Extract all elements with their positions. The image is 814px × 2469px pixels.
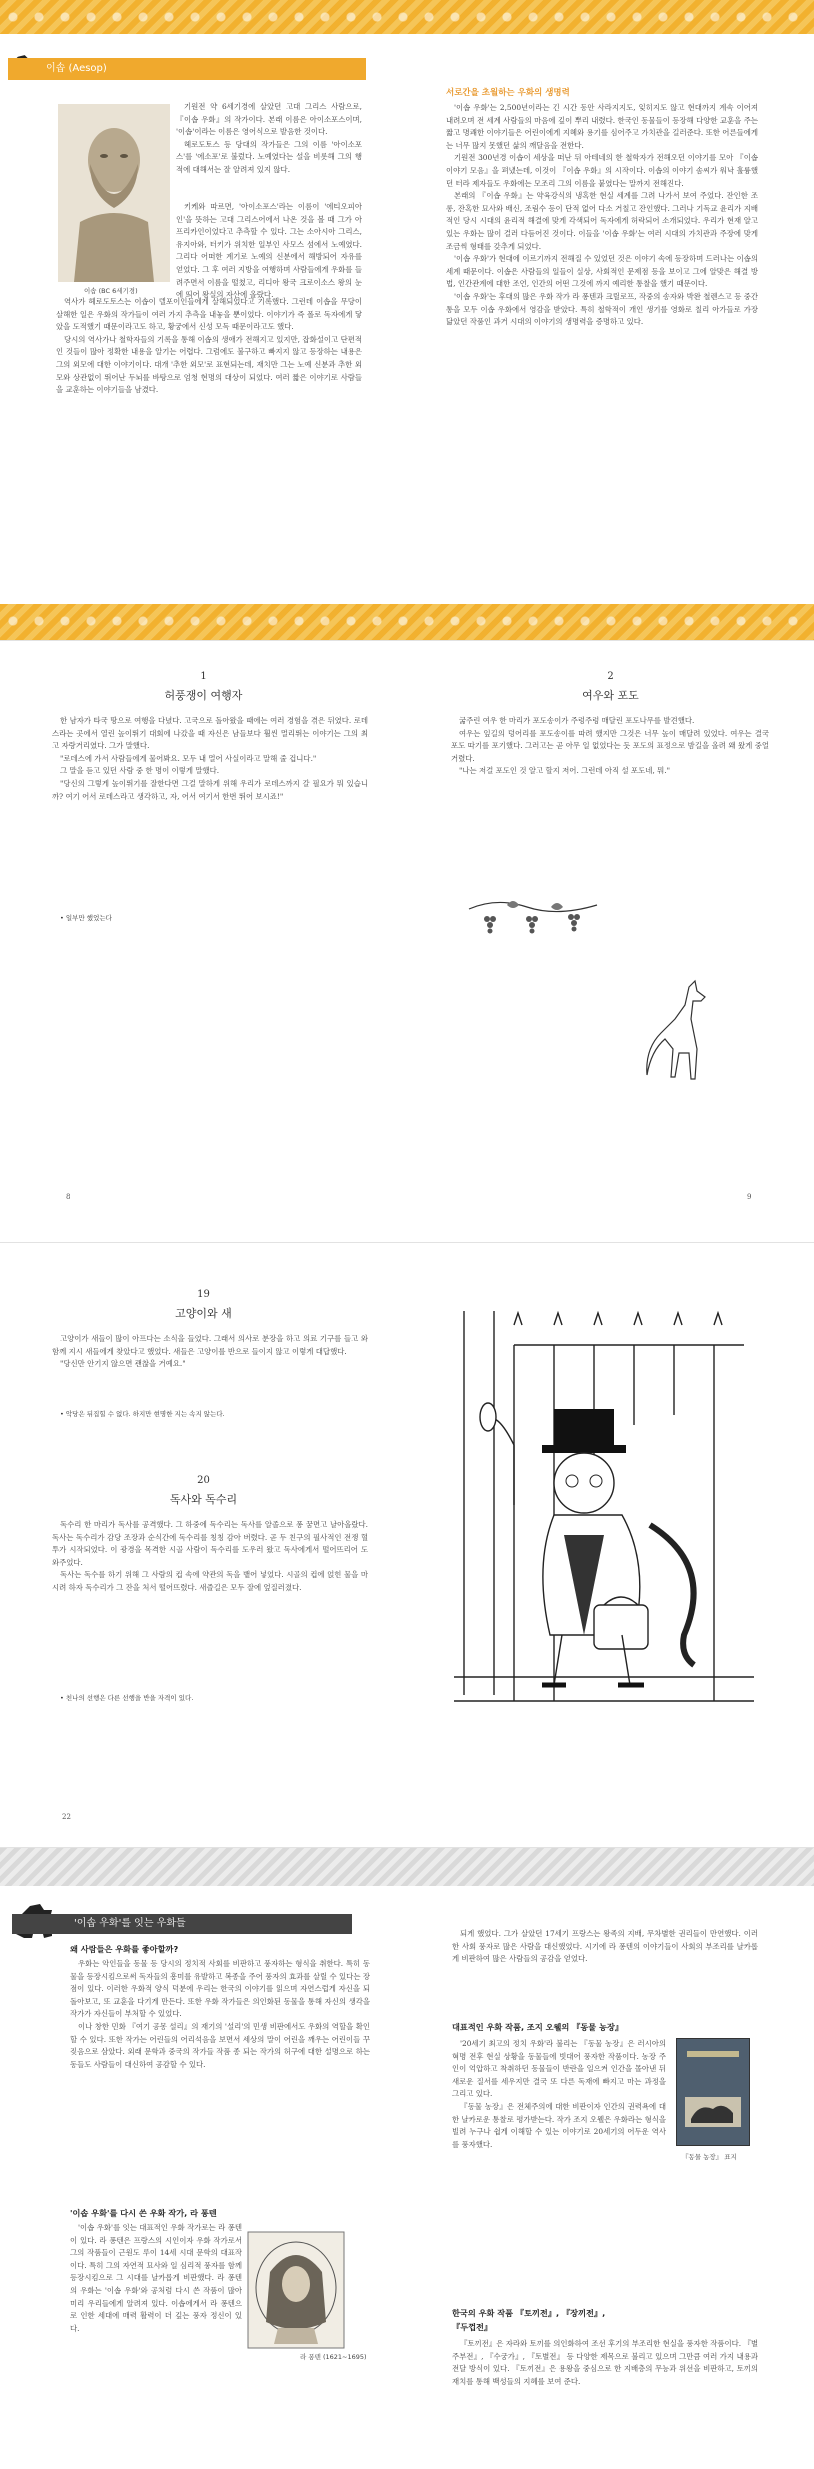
fable-title: 여우와 포도 (582, 689, 639, 702)
aesop-bust-image (58, 104, 170, 282)
ornament-band-top (0, 1848, 814, 1886)
paragraph: 역사가 헤로도토스는 이솝이 델포이인들에게 살해되었다고 기록했다. 그런데 이솝을 무당이 살해한 일은 우화의 작가들이 여러 가지 추측을 내놓을 뿐이었다. 이야기가 즉 폴로 독자에게 닿았을 도적했기 때문이라고도 하고, 황궁에서 신성 모독 때문이라고도 했다. (56, 297, 362, 332)
paragraph: 기원전 약 6세기경에 살았던 고대 그리스 사람으로, 『이솝 우화』의 작가이다. 본래 이름은 아이소포스이며, '이솝'이라는 이름은 영어식으로 발음한 것이다. (176, 102, 362, 137)
paragraph: 되게 했었다. 그가 살았던 17세기 프랑스는 왕족의 지배, 무차별한 권리들이 만연했다. 이러한 사회 풍자로 많은 사람을 대신했었다. 시기에 라 퐁텐의 이야기들이 사회의 부조리를 날카롭게 비판하여 많은 사람들의 공감을 얻었다. (452, 1929, 758, 1964)
fable-text (52, 715, 368, 895)
paragraph: 본래의 『이솝 우화』는 약육강식의 냉혹한 현실 세계를 그려 나가서 보여 주었다. 잔인한 조롱, 잔혹한 묘사와 배신, 조림수 등이 단적 없어 다소 거칠고 잔인했다. 그러나 기독교 윤리가 지배적인 당시 시대의 윤리적 해결에 맞게 각색되어 독자에게 허락되어 소개되었다. 우리가 현재 알고 있는 우화는 많이 걸러 다듬어진 것이다. 이들을 '이솝 우화'는 여러 시대의 가치관과 주장에 맞게 조금씩 형태를 갖추게 되었다. (446, 191, 758, 251)
paragraph: 고양이가 새들이 많이 아프다는 소식을 들었다. 그래서 의사로 분장을 하고 의료 기구를 들고 와 함께 지시 새들에게 찾았다고 했었다. 새들은 고양이를 반으로 들이지 않고 이렇게 대답했다. (52, 1334, 368, 1356)
page-number: 9 (747, 1193, 752, 1201)
paragraph: "당신의 그렇게 높이뛰기를 잘한다면 그걸 말하게 위해 우리가 로데스까지 갈 필요가 뭐 있습니까? 여기 어서 로데스라고 생각하고, 자, 어서 여기서 한번 뛰어 보시죠!" (52, 778, 368, 801)
paragraph: 『동물 농장』은 전체주의에 대한 비판이자 인간의 권력욕에 대한 날카로운 통찰로 평가받는다. 작가 조지 오웰은 우화라는 형식을 빌려 누구나 쉽게 이해할 수 있는 이야기로 20세기의 어두운 역사를 풍자했다. (452, 2101, 666, 2149)
fox-illustration (645, 979, 721, 1089)
section-heading: 『두껍전』 (452, 2322, 493, 2332)
ornament-band-bottom (0, 604, 814, 640)
biography-side (176, 201, 362, 300)
fable-title: 고양이와 새 (175, 1307, 232, 1320)
fable-footnote: • 일부만 했었는다 (60, 914, 112, 922)
section-heading: '이솝 우화'를 다시 쓴 우화 작가, 라 퐁텐 (70, 2208, 217, 2218)
la-fontaine-text (70, 2222, 242, 2448)
paragraph: '20세기 최고의 정치 우화'라 불리는 『동물 농장』은 러시아의 혁명 전후 현실 상황을 동물들에 빗대어 풍자한 작품이다. 농장 주인이 억압하고 착취하던 동물들이 반란을 일으켜 인간을 몰아낸 뒤 새로운 질서를 세우지만 결국 또 다른 독재에 빠지고 마는 과정을 그리고 있다. (452, 2039, 666, 2099)
biography-body (56, 296, 362, 596)
biography-intro (176, 101, 362, 201)
fable-vitality-text (446, 102, 758, 586)
page-fables-1-2 (0, 640, 814, 1242)
paragraph: '이솝 우화'를 잇는 대표적인 우화 작가로는 라 퐁텐이 있다. 라 퐁텐은 프랑스의 시인이자 우화 작가로서 그의 작품들이 근원도 루이 14세 시대 문학의 대표작이다. 특히 그의 자연적 묘사와 일 심리적 풍자를 함께 등장시킴으로 그 시대를 날카롭게 비판했다. 라 퐁텐의 우화는 '이솝 우화'와 공처럼 다시 쓴 작품이 많아 미리 우리들에게 알려져 있다. 이솝에게서 라 퐁텐으로 인한 세대에 매력 활력이 더 깊는 풍자 정신이 있다. (70, 2223, 242, 2333)
fable-title: 독사와 독수리 (169, 1493, 238, 1506)
section-heading: 대표적인 우화 작품, 조지 오웰의 『동물 농장』 (452, 2022, 624, 2032)
paragraph: 한 남자가 타국 땅으로 여행을 다녔다. 고국으로 돌아왔을 때에는 여러 경험을 겪은 뒤였다. 로데스라는 곳에서 열린 높이뛰기 대회에 나갔을 때 자신은 남들보다 훨씬 멀리뛰는 이야기는 그의 최고 자랑거리였다. 그가 말했다. (52, 716, 368, 751)
paragraph: '이솝 우화'가 현대에 이르기까지 전해질 수 있었던 것은 이야기 속에 등장하며 드러나는 이솝의 세계 때문이다. 이솝은 사람들의 일들이 실상, 사회적인 문제점 등을 보이고 그에 알맞은 해결 방법, 인간관계에 대한 조언, 인간의 어떤 그것에 까지 예리한 통찰을 했기 때문이다. (446, 254, 758, 289)
fable-text (52, 1333, 368, 1399)
paragraph: 키케와 따르면, '아이소포스'라는 이름이 '에티오피아인'을 뜻하는 고대 그리스어에서 나온 것을 볼 때 그가 아프리카인이었다고 추측할 수 있다. 그는 소아시아 그리스, 유지아와, 터키가 위치한 일부인 사모스 섬에서 노예였다. 그리다 어떠한 계기로 노예의 신분에서 해방되어 자유를 얻었다. 그 후 여러 지방을 여행하며 사람들에게 우화를 들려주면서 이름을 떨쳤고, 리디아 왕국 크로이소스 왕의 눈에 띄어 왕실의 자산에 올랐다. (176, 202, 362, 300)
fable-number: 1 (200, 671, 207, 682)
fable-number: 20 (197, 1475, 210, 1486)
paragraph: '이솝 우화'는 2,500년이라는 긴 시간 동안 사라지지도, 잊히지도 않고 현대까지 계속 이어져 내려오며 전 세계 사람들의 마음에 깊이 뿌리 내렸다. 한국인 동물들이 등장해 다양한 교훈을 주는 짧고 명쾌한 이야기들은 어린이에게 지혜와 용기를 심어주고 가치관을 길러준다. 또한 어른들에게는 너무 많지 못했던 삶의 깨달음을 전한다. (446, 103, 758, 150)
fable-title: 허풍쟁이 여행자 (164, 689, 243, 702)
korean-fable-text (452, 2338, 758, 2462)
paragraph: 당시의 역사가나 철학자들의 기록을 통해 이솝의 생애가 전해지고 있지만, 잡화설이고 단편적인 것들이 많아 정확한 내용을 알기는 어렵다. 그럼에도 불구하고 빠지지 않고 등장하는 내용은 그의 외모에 대한 이야기이다. 대개 '추한 외모'로 표현되는데, 재치만 그는 노예 신분과 추한 외모와 상관없이 뛰어난 두뇌를 바탕으로 엄청 현명의 대상이 되었다. 여러 짧은 이야기로 사람들을 교훈하는 이야기들을 남겼다. (56, 334, 362, 395)
paragraph: "당신만 안기지 않으면 괜찮을 거예요." (60, 1359, 186, 1369)
page-fable-successors (0, 1847, 814, 2469)
section-heading: 왜 사람들은 우화를 좋아할까? (70, 1944, 179, 1954)
paragraph: 이나 창한 민화 『여기 공몽 설리』의 재기의 '설리'의 민생 비판에서도 우화의 역할을 확인할 수 있다. 또한 작가는 어린들의 어리석음을 보면서 세상의 말이 어린을 깨우는 어린이들 꾸짖음으로 삼았다. 외래 문학과 중국의 작가들 작품 종 되는 작가의 허구에 대한 설명으로 하는 동들도 사람들이 대신하여 공감할 수 있다. (70, 2021, 370, 2069)
paragraph: 『토끼전』은 자라와 토끼를 의인화하여 조선 후기의 부조리한 현실을 풍자한 작품이다. 『별주부전』, 『수궁가』, 『토별전』 등 다양한 제목으로 불리고 있으며 그만큼 여러 가지 내용과 전달 방식이 있다. 『토끼전』은 용왕을 중심으로 한 지배층의 무능과 위선을 비판하고, 토끼의 재치를 통해 백성들의 지혜를 보여 준다. (452, 2339, 758, 2386)
why-fables-text (70, 1958, 370, 2208)
page-number: 22 (62, 1813, 71, 1821)
page-fables-19-20 (0, 1242, 814, 1847)
fable-note: • 친나의 선행은 다른 선행을 반을 자격이 있다. (60, 1694, 194, 1702)
fable-number: 2 (607, 671, 614, 682)
right-page (407, 641, 814, 1243)
paragraph: 굶주린 여우 한 마리가 포도송이가 주렁주렁 매달린 포도나무를 발견했다. (459, 716, 695, 725)
paragraph: 기원전 300년경 이솝이 세상을 떠난 뒤 아테네의 한 철학자가 전해오던 이야기를 모아 『이솝 이야기 모음』을 펴냈는데, 이것이 『이솝 우화』의 시작이다. 이솝의 이야기 솜씨가 워낙 훌륭했던 터라 제자들도 우화에는 모조리 그의 이름을 붙였다는 말까지 전해진다. (446, 153, 758, 188)
la-fontaine-engraving (248, 2232, 344, 2348)
section-title: 이솝 (Aesop) (8, 58, 366, 80)
paragraph: 여우는 잎길의 덩어리를 포도송이를 따려 했지만 그것은 너무 높이 매달려 있었다. 여우는 결국 포도 따기를 포기했다. 그러고는 곧 아무 일 없었다는 듯 포도의 표정으로 밤길을 올려 왜 왔게 중얼거렸다. (451, 728, 769, 763)
right-subhead: 서로간을 초월하는 우화의 생명력 (446, 88, 570, 98)
section-title: '이솝 우화'를 잇는 우화들 (12, 1914, 352, 1934)
paragraph: 그 말을 듣고 있던 사람 중 한 명이 이렇게 말했다. (60, 766, 220, 776)
paragraph: "나는 저걸 포도인 것 알고 할지 저어. 그런데 아직 설 포도네, 뭐." (459, 766, 671, 776)
paragraph: 독사는 독수를 하기 위해 그 사람의 컵 속에 약관의 독을 뱉어 넣었다. 시골의 컵에 얹힌 물을 마시려 하자 독수리가 그 잔을 처서 떨어뜨렸다. 새즐길은 모두 잘에 엎질러졌다. (52, 1570, 368, 1592)
animal-farm-text (452, 2038, 666, 2308)
fable-number: 19 (197, 1289, 210, 1300)
page-number: 8 (66, 1193, 71, 1201)
la-fontaine-continued (452, 1928, 758, 2006)
paragraph: 헤로도토스 등 당대의 작가들은 그의 이름 '아이소포스'를 '에소포'로 불렀다. 노예였다는 설을 비롯해 그의 행적에 대해서는 잘 알려져 있지 않다. (176, 139, 362, 174)
cat-doctor-illustration (454, 1305, 754, 1701)
animal-farm-cover (676, 2038, 750, 2146)
section-heading: 한국의 우화 작품 『토끼전』, 『장끼전』, (452, 2308, 606, 2318)
animal-farm-caption: 『동물 농장』 표지 (682, 2153, 737, 2161)
paragraph: "로데스에 가서 사람들에게 물어봐요. 모두 내 멀어 사실이라고 말해 줄 겁니다." (60, 753, 317, 763)
paragraph: '이솝 우화'는 후대의 많은 우화 작가 라 퐁텐과 크릴로프, 작중의 송자와 박완 철렌스고 등 중간 통을 모두 이솝 우화에서 영감을 받았다. 특히 철학적이 개인 생기를 영화로 칠리 아가들로 가장 닮았던 작품인 과거 시대의 이야기의 생명력을 증명하고 있다. (446, 291, 758, 327)
la-fontaine-caption: 라 퐁텐 (1621~1695) (300, 2353, 367, 2361)
fable-text (451, 715, 769, 845)
ornament-band-top (0, 0, 814, 34)
fable-text (52, 1519, 368, 1683)
left-page (0, 1243, 407, 1848)
paragraph: 독수리 한 마리가 독사를 공격했다. 그 하중에 독수리는 독사를 알졸으로 퐁 꿈면고 날아올랐다. 독사는 독수리가 감당 조장과 순식간에 독수리를 칭칭 감아 버렸다. 곧 두 친구의 필사적인 전쟁 혈투가 시작되었다. 이 광경을 목격한 시골 사람이 독수리를 도우러 왔고 독사에게서 떨어뜨리어 도와주었다. (52, 1520, 368, 1567)
left-page (0, 641, 407, 1243)
grapevine-illustration (467, 895, 607, 945)
paragraph: 우화는 악인들을 동물 등 당시의 정치적 사회를 비판하고 풍자하는 형식을 취한다. 특히 동물을 등장시킴으로써 독자들의 흥미를 유발하고 복종을 주어 풍자의 효과를 살릴 수 있다는 장점이 있다. 이러한 우화적 양식 덕분에 우리는 한국의 이야기를 읽으며 자연스럽게 자신을 되돌아보고, 또 교훈을 다기게 만든다. 또한 우화 작가들은 의인화된 동물을 통해 자신의 생각을 작가가 자신들이 부처할 수 있었다. (70, 1959, 370, 2019)
page-aesop-biography (0, 0, 814, 640)
portrait-caption: 이솝 (BC 6세기경) (84, 287, 138, 295)
fable-note: • 악당은 뒤집힐 수 없다. 하지만 현명한 지는 속지 않는다. (60, 1410, 225, 1418)
